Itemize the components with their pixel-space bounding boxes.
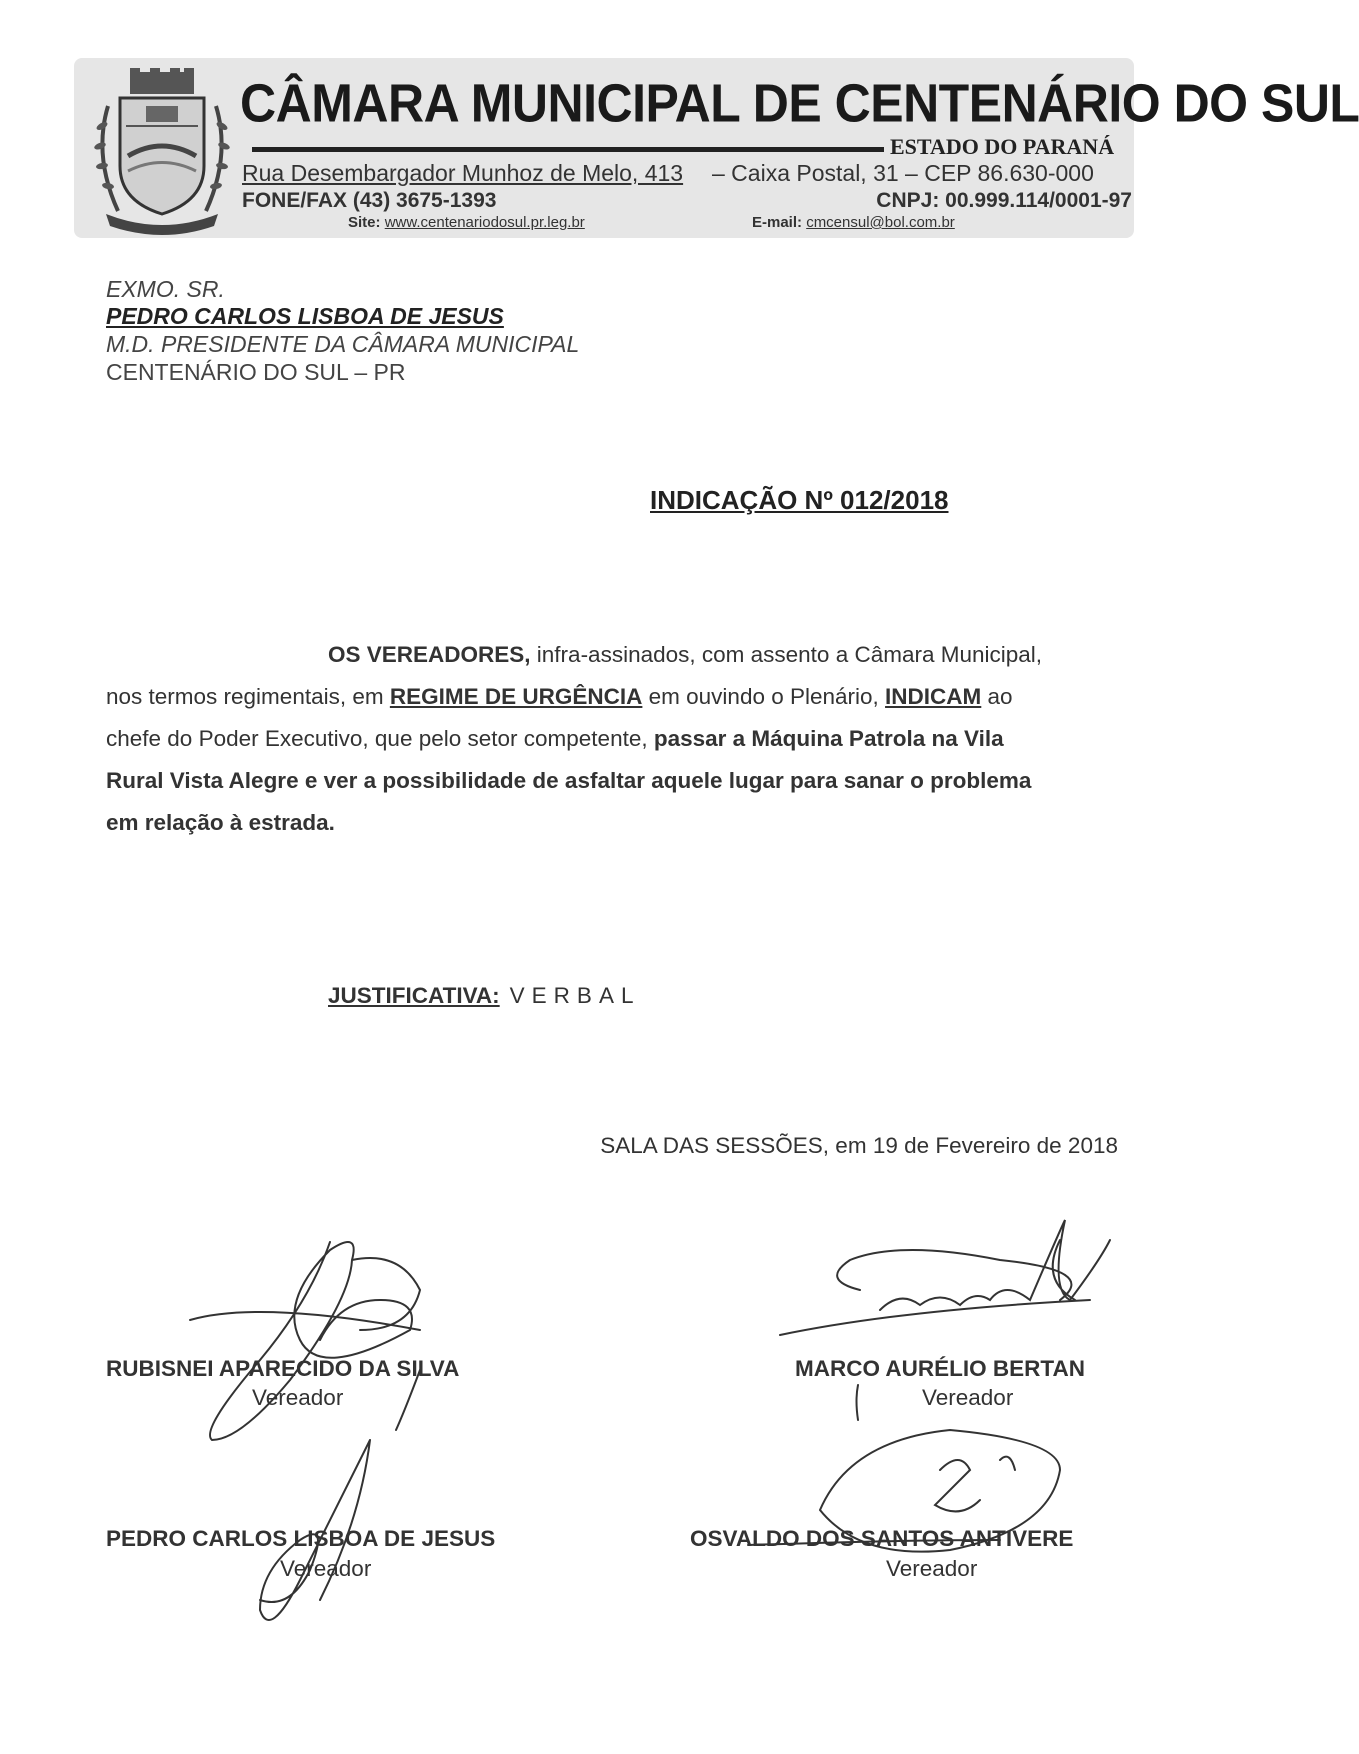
body-line-2: [106, 684, 1118, 710]
body-request-text: passar a Máquina Patrola na Vila: [653, 726, 1004, 751]
institution-address: [242, 160, 1130, 187]
institution-cnpj: CNPJ: 00.999.114/0001-97: [876, 189, 1132, 212]
site-link[interactable]: www.centenariodosul.pr.leg.br: [384, 214, 585, 231]
site-label: Site:: [348, 214, 381, 231]
body-lead: OS VEREADORES,: [328, 642, 531, 667]
signer-3-role: Vereador: [280, 1556, 372, 1581]
regime-urgencia: REGIME DE URGÊNCIA: [389, 684, 643, 709]
signer-2-role: Vereador: [922, 1385, 1014, 1410]
institution-title: CÂMARA MUNICIPAL DE CENTENÁRIO DO SUL: [240, 73, 1359, 134]
body-line-5: em relação à estrada.: [106, 810, 335, 835]
indicam-keyword: INDICAM: [885, 684, 982, 709]
email-label: E-mail:: [752, 214, 803, 231]
body-line-4: Rural Vista Alegre e ver a possibilidade de asfaltar aquele lugar para sanar o problema: [106, 768, 1032, 793]
body-text: nos termos regimentais, em: [106, 684, 390, 709]
address-street: Rua Desembargador Munhoz de Melo, 413: [242, 160, 684, 186]
justificativa-value: VERBAL: [509, 983, 641, 1008]
body-line-1-text: infra-assinados, com assento a Câmara Municipal,: [530, 642, 1043, 667]
signer-3-name: PEDRO CARLOS LISBOA DE JESUS: [106, 1526, 496, 1551]
body-text: em ouvindo o Plenário,: [642, 684, 886, 709]
signer-1-name: RUBISNEI APARECIDO DA SILVA: [106, 1356, 460, 1381]
signer-4-role: Vereador: [886, 1556, 978, 1581]
body-line-3: [106, 726, 1118, 752]
header-rule: [252, 147, 884, 152]
session-date: SALA DAS SESSÕES, em 19 de Fevereiro de 2018: [600, 1133, 1118, 1158]
addressee-salutation: EXMO. SR.: [106, 276, 225, 302]
addressee-name: PEDRO CARLOS LISBOA DE JESUS: [106, 303, 504, 329]
addressee-role: M.D. PRESIDENTE DA CÂMARA MUNICIPAL: [106, 331, 580, 357]
address-postal: – Caixa Postal, 31 – CEP 86.630-000: [712, 160, 1094, 186]
institution-site: [348, 214, 585, 231]
signer-2-name: MARCO AURÉLIO BERTAN: [795, 1356, 1085, 1381]
addressee-city: CENTENÁRIO DO SUL – PR: [106, 359, 406, 385]
institution-email: [752, 214, 955, 231]
signer-4-name: OSVALDO DOS SANTOS ANTIVERE: [690, 1526, 1074, 1551]
signer-1-role: Vereador: [252, 1385, 344, 1410]
email-link[interactable]: cmcensul@bol.com.br: [806, 214, 955, 231]
state-label: ESTADO DO PARANÁ: [890, 134, 1115, 159]
justificativa: [328, 983, 640, 1009]
document-title: INDICAÇÃO Nº 012/2018: [650, 485, 949, 515]
signature-2-icon: [780, 1220, 1110, 1335]
body-line-1: [328, 642, 1118, 668]
body-text: ao: [981, 684, 1013, 709]
justificativa-label: JUSTIFICATIVA:: [328, 983, 500, 1008]
institution-phone: FONE/FAX (43) 3675-1393: [242, 189, 497, 212]
coat-of-arms-icon: [88, 66, 236, 236]
body-text: chefe do Poder Executivo, que pelo setor competente,: [106, 726, 654, 751]
